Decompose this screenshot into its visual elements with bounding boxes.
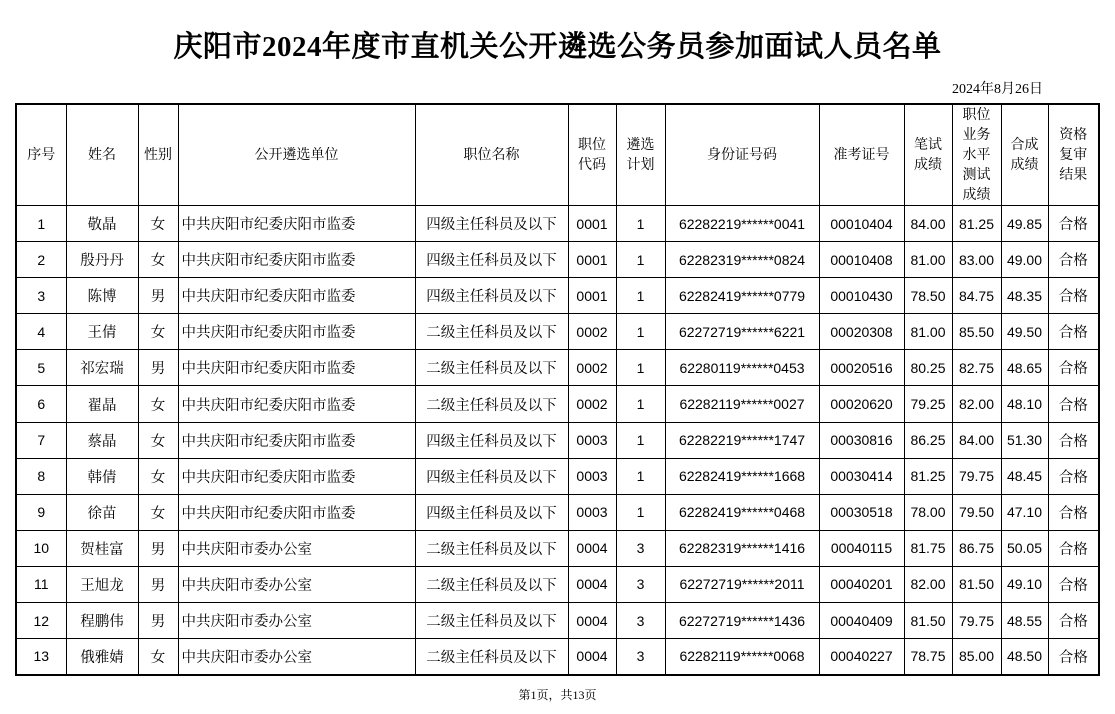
cell-combined-score: 48.65 bbox=[1001, 350, 1048, 386]
cell-position: 四级主任科员及以下 bbox=[415, 278, 568, 314]
table-row bbox=[16, 242, 1099, 278]
cell-unit: 中共庆阳市纪委庆阳市监委 bbox=[178, 242, 415, 278]
cell-plan: 1 bbox=[616, 350, 665, 386]
cell-id-number: 62282119******0027 bbox=[665, 386, 819, 422]
cell-position-code: 0001 bbox=[568, 278, 616, 314]
cell-combined-score: 51.30 bbox=[1001, 422, 1048, 458]
cell-position-code: 0001 bbox=[568, 242, 616, 278]
cell-unit: 中共庆阳市纪委庆阳市监委 bbox=[178, 386, 415, 422]
cell-name: 翟晶 bbox=[66, 386, 138, 422]
cell-name: 祁宏瑞 bbox=[66, 350, 138, 386]
cell-seq: 8 bbox=[16, 458, 66, 494]
cell-position: 四级主任科员及以下 bbox=[415, 494, 568, 530]
cell-unit: 中共庆阳市纪委庆阳市监委 bbox=[178, 350, 415, 386]
cell-combined-score: 48.35 bbox=[1001, 278, 1048, 314]
cell-exam-number: 00040115 bbox=[819, 530, 904, 566]
cell-id-number: 62282419******0779 bbox=[665, 278, 819, 314]
cell-position: 四级主任科员及以下 bbox=[415, 458, 568, 494]
cell-position-code: 0004 bbox=[568, 566, 616, 602]
cell-written-score: 78.50 bbox=[904, 278, 952, 314]
table-row bbox=[16, 350, 1099, 386]
page-footer: 第1页，共13页 bbox=[518, 688, 597, 702]
cell-gender: 女 bbox=[138, 494, 178, 530]
page-title: 庆阳市2024年度市直机关公开遴选公务员参加面试人员名单 bbox=[173, 31, 942, 63]
cell-unit: 中共庆阳市纪委庆阳市监委 bbox=[178, 206, 415, 242]
table-row bbox=[16, 566, 1099, 602]
cell-written-score: 79.25 bbox=[904, 386, 952, 422]
header-unit: 公开遴选单位 bbox=[178, 104, 415, 206]
cell-gender: 男 bbox=[138, 278, 178, 314]
cell-plan: 1 bbox=[616, 386, 665, 422]
cell-gender: 男 bbox=[138, 603, 178, 639]
cell-test-score: 85.00 bbox=[952, 639, 1001, 675]
cell-plan: 3 bbox=[616, 566, 665, 602]
cell-test-score: 82.75 bbox=[952, 350, 1001, 386]
header-test-score: 职位业务水平测试成绩 bbox=[952, 104, 1001, 206]
cell-seq: 4 bbox=[16, 314, 66, 350]
cell-written-score: 80.25 bbox=[904, 350, 952, 386]
cell-position: 四级主任科员及以下 bbox=[415, 422, 568, 458]
header-gender: 性别 bbox=[138, 104, 178, 206]
cell-seq: 10 bbox=[16, 530, 66, 566]
header-position: 职位名称 bbox=[415, 104, 568, 206]
cell-position: 二级主任科员及以下 bbox=[415, 350, 568, 386]
cell-name: 王倩 bbox=[66, 314, 138, 350]
cell-position: 四级主任科员及以下 bbox=[415, 242, 568, 278]
header-name: 姓名 bbox=[66, 104, 138, 206]
cell-written-score: 81.50 bbox=[904, 603, 952, 639]
cell-review-result: 合格 bbox=[1048, 206, 1099, 242]
cell-written-score: 84.00 bbox=[904, 206, 952, 242]
cell-position-code: 0004 bbox=[568, 530, 616, 566]
cell-name: 俄雅婧 bbox=[66, 639, 138, 675]
cell-combined-score: 49.10 bbox=[1001, 566, 1048, 602]
cell-position-code: 0003 bbox=[568, 494, 616, 530]
cell-gender: 女 bbox=[138, 242, 178, 278]
cell-combined-score: 49.00 bbox=[1001, 242, 1048, 278]
cell-review-result: 合格 bbox=[1048, 494, 1099, 530]
cell-position-code: 0003 bbox=[568, 422, 616, 458]
table-row bbox=[16, 603, 1099, 639]
cell-position: 二级主任科员及以下 bbox=[415, 603, 568, 639]
cell-id-number: 62282119******0068 bbox=[665, 639, 819, 675]
cell-review-result: 合格 bbox=[1048, 458, 1099, 494]
cell-review-result: 合格 bbox=[1048, 350, 1099, 386]
cell-test-score: 86.75 bbox=[952, 530, 1001, 566]
cell-seq: 6 bbox=[16, 386, 66, 422]
header-seq: 序号 bbox=[16, 104, 66, 206]
cell-exam-number: 00030816 bbox=[819, 422, 904, 458]
cell-unit: 中共庆阳市纪委庆阳市监委 bbox=[178, 494, 415, 530]
cell-review-result: 合格 bbox=[1048, 278, 1099, 314]
table-header-row bbox=[16, 104, 1099, 206]
cell-gender: 男 bbox=[138, 530, 178, 566]
cell-name: 敬晶 bbox=[66, 206, 138, 242]
cell-combined-score: 48.50 bbox=[1001, 639, 1048, 675]
cell-unit: 中共庆阳市纪委庆阳市监委 bbox=[178, 458, 415, 494]
candidate-table bbox=[15, 103, 1100, 676]
cell-id-number: 62282219******0041 bbox=[665, 206, 819, 242]
cell-unit: 中共庆阳市纪委庆阳市监委 bbox=[178, 422, 415, 458]
cell-written-score: 81.00 bbox=[904, 242, 952, 278]
cell-name: 陈博 bbox=[66, 278, 138, 314]
table-row bbox=[16, 386, 1099, 422]
cell-written-score: 81.00 bbox=[904, 314, 952, 350]
cell-position-code: 0002 bbox=[568, 386, 616, 422]
cell-plan: 1 bbox=[616, 314, 665, 350]
cell-review-result: 合格 bbox=[1048, 530, 1099, 566]
cell-exam-number: 00040409 bbox=[819, 603, 904, 639]
table-body bbox=[16, 206, 1099, 675]
table-row bbox=[16, 530, 1099, 566]
cell-position-code: 0003 bbox=[568, 458, 616, 494]
cell-gender: 女 bbox=[138, 422, 178, 458]
cell-unit: 中共庆阳市委办公室 bbox=[178, 530, 415, 566]
header-exam-number: 准考证号 bbox=[819, 104, 904, 206]
cell-unit: 中共庆阳市纪委庆阳市监委 bbox=[178, 314, 415, 350]
cell-position: 二级主任科员及以下 bbox=[415, 639, 568, 675]
header-review-result: 资格复审结果 bbox=[1048, 104, 1099, 206]
cell-seq: 11 bbox=[16, 566, 66, 602]
cell-review-result: 合格 bbox=[1048, 422, 1099, 458]
cell-seq: 3 bbox=[16, 278, 66, 314]
cell-name: 蔡晶 bbox=[66, 422, 138, 458]
cell-combined-score: 48.45 bbox=[1001, 458, 1048, 494]
cell-review-result: 合格 bbox=[1048, 314, 1099, 350]
cell-gender: 男 bbox=[138, 350, 178, 386]
cell-id-number: 62280119******0453 bbox=[665, 350, 819, 386]
cell-combined-score: 48.10 bbox=[1001, 386, 1048, 422]
cell-test-score: 79.75 bbox=[952, 603, 1001, 639]
cell-plan: 1 bbox=[616, 494, 665, 530]
header-plan: 遴选计划 bbox=[616, 104, 665, 206]
cell-position: 二级主任科员及以下 bbox=[415, 530, 568, 566]
header-written-score: 笔试成绩 bbox=[904, 104, 952, 206]
cell-written-score: 82.00 bbox=[904, 566, 952, 602]
cell-written-score: 86.25 bbox=[904, 422, 952, 458]
cell-written-score: 81.25 bbox=[904, 458, 952, 494]
publish-date: 2024年8月26日 bbox=[952, 82, 1043, 97]
cell-test-score: 81.25 bbox=[952, 206, 1001, 242]
cell-position-code: 0002 bbox=[568, 350, 616, 386]
cell-exam-number: 00040227 bbox=[819, 639, 904, 675]
cell-exam-number: 00010430 bbox=[819, 278, 904, 314]
cell-id-number: 62272719******2011 bbox=[665, 566, 819, 602]
cell-seq: 2 bbox=[16, 242, 66, 278]
cell-test-score: 79.75 bbox=[952, 458, 1001, 494]
cell-combined-score: 48.55 bbox=[1001, 603, 1048, 639]
cell-combined-score: 49.50 bbox=[1001, 314, 1048, 350]
cell-test-score: 82.00 bbox=[952, 386, 1001, 422]
cell-position: 二级主任科员及以下 bbox=[415, 386, 568, 422]
cell-name: 殷丹丹 bbox=[66, 242, 138, 278]
cell-combined-score: 49.85 bbox=[1001, 206, 1048, 242]
cell-seq: 12 bbox=[16, 603, 66, 639]
cell-gender: 女 bbox=[138, 386, 178, 422]
cell-position-code: 0002 bbox=[568, 314, 616, 350]
header-id-number: 身份证号码 bbox=[665, 104, 819, 206]
cell-unit: 中共庆阳市委办公室 bbox=[178, 566, 415, 602]
cell-position-code: 0004 bbox=[568, 603, 616, 639]
cell-written-score: 78.00 bbox=[904, 494, 952, 530]
cell-test-score: 84.75 bbox=[952, 278, 1001, 314]
cell-written-score: 78.75 bbox=[904, 639, 952, 675]
cell-plan: 3 bbox=[616, 603, 665, 639]
cell-position-code: 0004 bbox=[568, 639, 616, 675]
cell-seq: 5 bbox=[16, 350, 66, 386]
cell-exam-number: 00010404 bbox=[819, 206, 904, 242]
cell-exam-number: 00030518 bbox=[819, 494, 904, 530]
cell-exam-number: 00020308 bbox=[819, 314, 904, 350]
cell-review-result: 合格 bbox=[1048, 603, 1099, 639]
cell-name: 韩倩 bbox=[66, 458, 138, 494]
cell-id-number: 62272719******6221 bbox=[665, 314, 819, 350]
cell-plan: 1 bbox=[616, 278, 665, 314]
table-row bbox=[16, 639, 1099, 675]
cell-position: 四级主任科员及以下 bbox=[415, 206, 568, 242]
cell-gender: 女 bbox=[138, 314, 178, 350]
cell-plan: 1 bbox=[616, 422, 665, 458]
cell-gender: 男 bbox=[138, 566, 178, 602]
cell-plan: 1 bbox=[616, 242, 665, 278]
cell-combined-score: 47.10 bbox=[1001, 494, 1048, 530]
header-combined-score: 合成成绩 bbox=[1001, 104, 1048, 206]
cell-name: 王旭龙 bbox=[66, 566, 138, 602]
cell-seq: 13 bbox=[16, 639, 66, 675]
cell-review-result: 合格 bbox=[1048, 242, 1099, 278]
table-row bbox=[16, 314, 1099, 350]
cell-test-score: 81.50 bbox=[952, 566, 1001, 602]
cell-unit: 中共庆阳市纪委庆阳市监委 bbox=[178, 278, 415, 314]
cell-unit: 中共庆阳市委办公室 bbox=[178, 603, 415, 639]
cell-plan: 1 bbox=[616, 206, 665, 242]
cell-exam-number: 00020516 bbox=[819, 350, 904, 386]
cell-position: 二级主任科员及以下 bbox=[415, 566, 568, 602]
cell-test-score: 83.00 bbox=[952, 242, 1001, 278]
cell-seq: 1 bbox=[16, 206, 66, 242]
cell-unit: 中共庆阳市委办公室 bbox=[178, 639, 415, 675]
cell-plan: 3 bbox=[616, 639, 665, 675]
cell-position-code: 0001 bbox=[568, 206, 616, 242]
cell-combined-score: 50.05 bbox=[1001, 530, 1048, 566]
cell-gender: 女 bbox=[138, 458, 178, 494]
cell-review-result: 合格 bbox=[1048, 386, 1099, 422]
cell-position: 二级主任科员及以下 bbox=[415, 314, 568, 350]
cell-id-number: 62282219******1747 bbox=[665, 422, 819, 458]
cell-gender: 女 bbox=[138, 206, 178, 242]
table-row bbox=[16, 458, 1099, 494]
cell-test-score: 84.00 bbox=[952, 422, 1001, 458]
cell-plan: 1 bbox=[616, 458, 665, 494]
cell-exam-number: 00010408 bbox=[819, 242, 904, 278]
cell-written-score: 81.75 bbox=[904, 530, 952, 566]
cell-test-score: 79.50 bbox=[952, 494, 1001, 530]
cell-plan: 3 bbox=[616, 530, 665, 566]
cell-exam-number: 00040201 bbox=[819, 566, 904, 602]
cell-seq: 7 bbox=[16, 422, 66, 458]
cell-name: 贺桂富 bbox=[66, 530, 138, 566]
cell-id-number: 62282319******0824 bbox=[665, 242, 819, 278]
cell-seq: 9 bbox=[16, 494, 66, 530]
cell-id-number: 62272719******1436 bbox=[665, 603, 819, 639]
cell-gender: 女 bbox=[138, 639, 178, 675]
table-row bbox=[16, 206, 1099, 242]
cell-test-score: 85.50 bbox=[952, 314, 1001, 350]
cell-name: 程鹏伟 bbox=[66, 603, 138, 639]
header-position-code: 职位代码 bbox=[568, 104, 616, 206]
cell-review-result: 合格 bbox=[1048, 639, 1099, 675]
cell-id-number: 62282419******1668 bbox=[665, 458, 819, 494]
table-row bbox=[16, 422, 1099, 458]
cell-id-number: 62282319******1416 bbox=[665, 530, 819, 566]
cell-id-number: 62282419******0468 bbox=[665, 494, 819, 530]
cell-exam-number: 00020620 bbox=[819, 386, 904, 422]
table-row bbox=[16, 278, 1099, 314]
cell-exam-number: 00030414 bbox=[819, 458, 904, 494]
cell-name: 徐苗 bbox=[66, 494, 138, 530]
table-row bbox=[16, 494, 1099, 530]
cell-review-result: 合格 bbox=[1048, 566, 1099, 602]
